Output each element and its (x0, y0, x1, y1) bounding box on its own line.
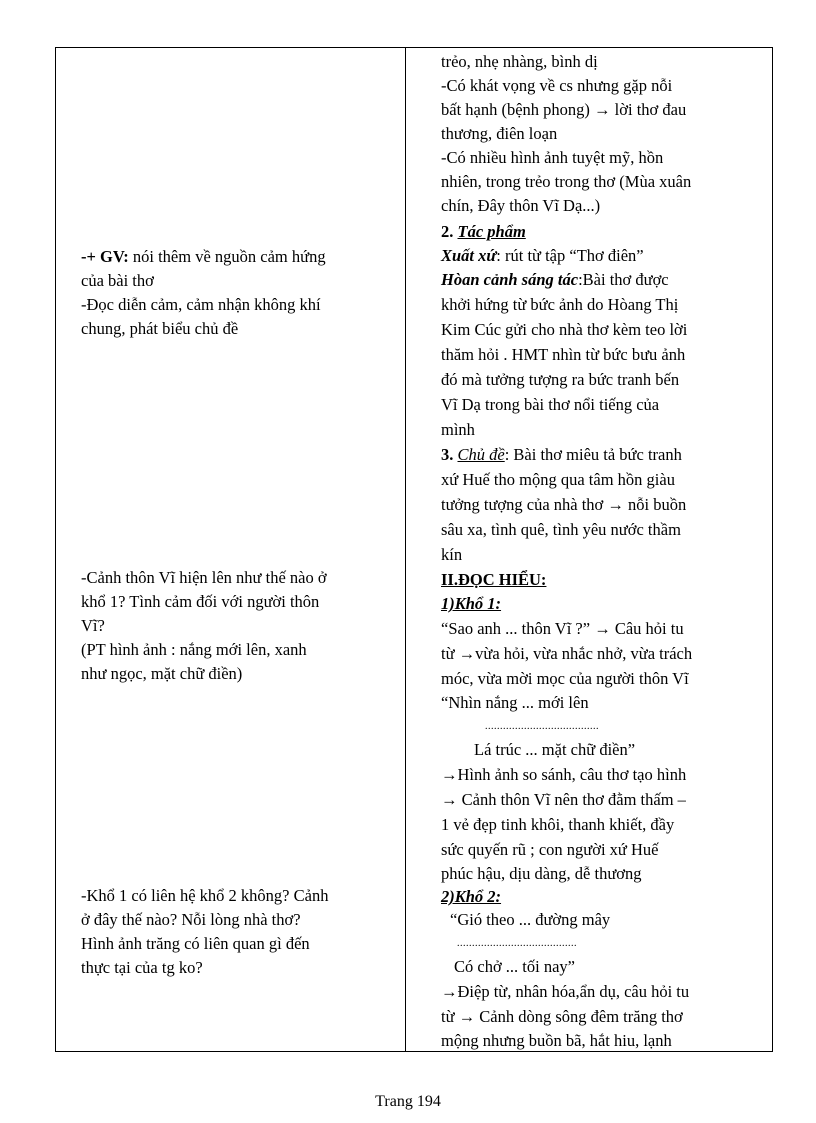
right-line: chín, Đây thôn Vĩ Dạ...) (441, 196, 601, 215)
right-line: bất hạnh (bệnh phong) → lời thơ đau (441, 100, 687, 119)
left-q2-line2: khổ 1? Tình cảm đối với người thôn (81, 592, 320, 611)
right-line: “Sao anh ... thôn Vĩ ?” → Câu hỏi tu (441, 619, 684, 638)
left-q2-line3: Vĩ? (81, 616, 105, 635)
ellipsis-line: ...................................... (485, 721, 599, 732)
right-line: →Điệp từ, nhân hóa,ẩn dụ, câu hỏi tu (441, 982, 690, 1001)
right-line: thăm hỏi . HMT nhìn từ bức bưu ảnh (441, 345, 686, 364)
right-line: →Hình ảnh so sánh, câu thơ tạo hình (441, 765, 687, 784)
page-number: Trang 194 (375, 1093, 441, 1110)
right-line: → Cảnh thôn Vĩ nên thơ đằm thấm – (441, 790, 686, 809)
left-q3-line4: thực tại của tg ko? (81, 958, 203, 977)
left-q2-line4: (PT hình ảnh : nắng mới lên, xanh (81, 640, 307, 659)
right-line: 1 vẻ đẹp tinh khôi, thanh khiết, đầy (441, 815, 675, 834)
left-q3-line2: ở đây thế nào? Nỗi lòng nhà thơ? (81, 910, 301, 929)
right-line: thương, điên loạn (441, 124, 558, 143)
right-line: -Có khát vọng về cs nhưng gặp nỗi (441, 76, 673, 95)
ellipsis-line: ........................................ (457, 938, 577, 949)
stanza-1-heading: 1)Khổ 1: (441, 594, 502, 613)
right-line: từ →vừa hỏi, vừa nhắc nhở, vừa trách (441, 644, 693, 663)
right-line: khởi hứng từ bức ảnh do Hòang Thị (441, 295, 679, 314)
section-heading-doc-hieu: II.ĐỌC HIỂU: (441, 570, 547, 589)
right-line: xứ Huế tho mộng qua tâm hồn giàu (441, 470, 675, 489)
right-line: đó mà tưởng tượng ra bức tranh bến (441, 370, 680, 389)
left-q3-line3: Hình ảnh trăng có liên quan gì đến (81, 934, 310, 953)
right-line: sức quyến rũ ; con người xứ Huế (441, 840, 659, 859)
right-line: sâu xa, tình quê, tình yêu nước thầm (441, 520, 681, 539)
column-divider (405, 48, 406, 1051)
right-line: từ → Cảnh dòng sông đêm trăng thơ (441, 1007, 683, 1026)
right-line: Kim Cúc gửi cho nhà thơ kèm teo lời (441, 320, 688, 339)
left-q1-line3: -Đọc diễn cảm, cảm nhận không khí (81, 295, 321, 314)
right-line: “Nhìn nắng ... mới lên (441, 693, 589, 712)
xuat-xu-line: Xuất xứ: rút từ tập “Thơ điên” (441, 246, 644, 265)
right-line: móc, vừa mời mọc của người thôn Vĩ (441, 669, 689, 688)
section-heading-tac-pham: 2. Tác phẩm (441, 222, 526, 241)
right-line: phúc hậu, dịu dàng, dễ thương (441, 864, 642, 883)
left-q1-line2: của bài thơ (81, 271, 154, 290)
right-line: Vĩ Dạ trong bài thơ nổi tiếng của (441, 395, 660, 414)
right-line: kín (441, 545, 463, 564)
right-line: mình (441, 420, 475, 439)
left-q2-line5: như ngọc, mặt chữ điền) (81, 664, 243, 683)
right-line: Lá trúc ... mặt chữ điền” (474, 740, 636, 759)
right-line: Có chở ... tối nay” (454, 957, 575, 976)
stanza-2-heading: 2)Khổ 2: (441, 887, 502, 906)
left-q3-line1: -Khổ 1 có liên hệ khổ 2 không? Cảnh (81, 886, 329, 905)
right-line: trẻo, nhẹ nhàng, bình dị (441, 52, 598, 71)
right-line: nhiên, trong trẻo trong thơ (Mùa xuân (441, 172, 692, 191)
hoan-canh-line: Hòan cảnh sáng tác:Bài thơ được (441, 270, 669, 289)
section-heading-chu-de: 3. Chủ đề: Bài thơ miêu tả bức tranh (441, 445, 682, 464)
left-q2-line1: -Cảnh thôn Vĩ hiện lên như thế nào ở (81, 568, 327, 587)
right-line: mộng nhưng buồn bã, hắt hiu, lạnh (441, 1031, 672, 1050)
right-line: -Có nhiều hình ảnh tuyệt mỹ, hồn (441, 148, 664, 167)
left-q1-line1: -+ GV: nói thêm về nguồn cảm hứng (81, 247, 326, 266)
right-line: tưởng tượng của nhà thơ → nỗi buồn (441, 495, 687, 514)
left-q1-line4: chung, phát biểu chủ đề (81, 319, 239, 338)
right-line: “Gió theo ... đường mây (450, 910, 611, 929)
